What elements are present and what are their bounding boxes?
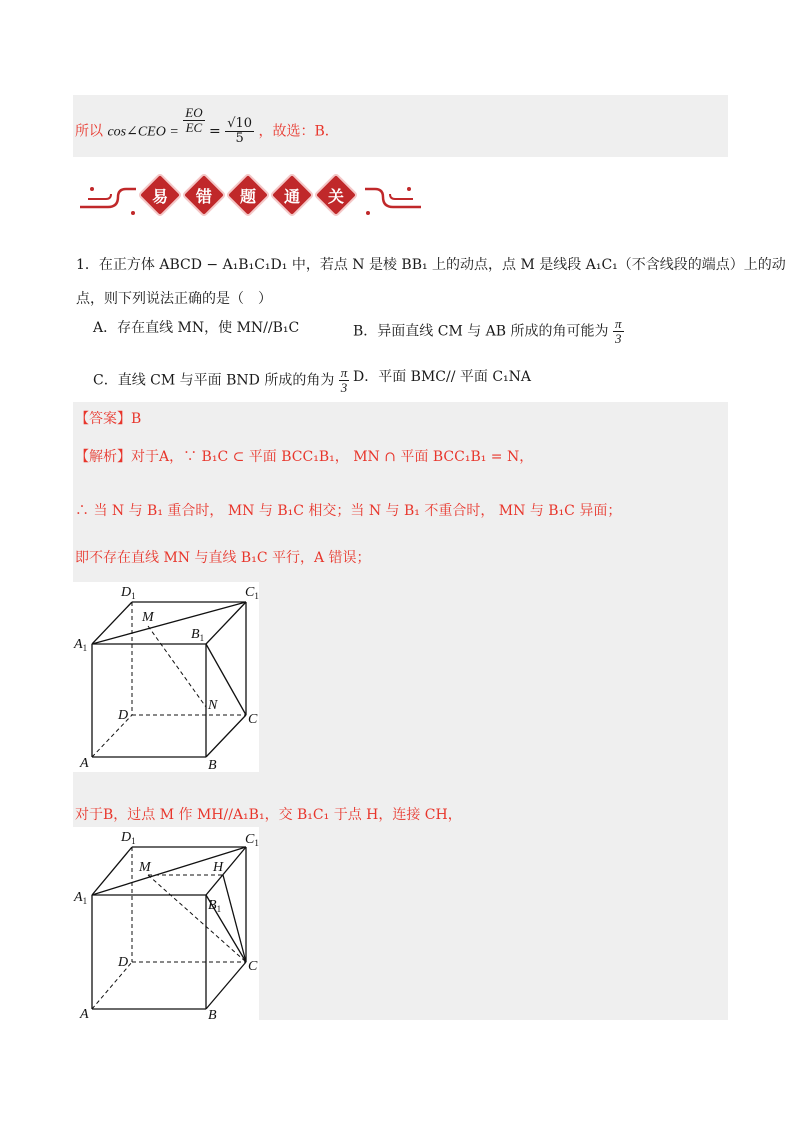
fraction-eo-ec	[183, 106, 204, 135]
option-b-text: B．异面直线 CM 与 AB 所成的角可能为	[353, 323, 609, 340]
banner-right-ornament-icon	[361, 173, 423, 217]
cube-diagram-1	[73, 582, 259, 772]
label-b1: $B_1$	[191, 627, 205, 643]
label-d1: $D_1$	[121, 830, 136, 846]
label-c1: $C_1$	[245, 585, 259, 601]
label-c: C	[248, 959, 258, 974]
fraction-denominator: 3	[340, 380, 348, 395]
conclusion-line	[75, 105, 339, 146]
label-d: D	[118, 708, 129, 723]
banner-char-1: 易	[140, 175, 180, 215]
option-c	[93, 366, 349, 395]
label-a: A	[80, 1007, 89, 1020]
cos-expression: cos∠CEO =	[107, 124, 179, 140]
option-b	[353, 317, 624, 346]
pi-over-3	[613, 317, 624, 346]
fraction-denominator: 5	[235, 131, 244, 146]
label-a: A	[80, 756, 89, 771]
conclusion-prefix: 所以	[75, 123, 103, 140]
banner-char-3: 题	[228, 175, 268, 215]
equals-sign: =	[209, 123, 221, 140]
analysis-line-1	[75, 446, 533, 466]
label-h: H	[213, 860, 224, 875]
pi-over-3	[339, 366, 350, 395]
banner-left-ornament-icon	[78, 173, 138, 217]
label-b1: $B_1$	[208, 898, 222, 914]
answer-box	[73, 402, 728, 1020]
label-d1: $D_1$	[121, 585, 136, 601]
cube-figure-2	[73, 827, 259, 1020]
analysis-label: 【解析】	[75, 449, 131, 465]
label-a1: $A_1$	[74, 890, 88, 906]
banner-char-4: 通	[272, 175, 312, 215]
section-banner	[78, 173, 423, 217]
label-a1: $A_1$	[74, 637, 88, 653]
fraction-denominator: 3	[615, 331, 622, 346]
previous-answer-box	[73, 95, 728, 157]
analysis-line-4: 对于B，过点 M 作 MH//A₁B₁，交 B₁C₁ 于点 H，连接 CH，	[75, 807, 462, 823]
analysis-text-1: 对于A，∵ B₁C ⊂ 平面 BCC₁B₁， MN ∩ 平面 BCC₁B₁ = N，	[131, 449, 534, 465]
fraction-numerator: π	[615, 316, 622, 331]
label-m: M	[139, 860, 151, 875]
banner-char-2: 错	[184, 175, 224, 215]
label-b: B	[208, 758, 217, 772]
question-line-2: 点，则下列说法正确的是（ ）	[76, 291, 272, 307]
analysis-line-2: ∴ 当 N 与 B₁ 重合时， MN 与 B₁C 相交；当 N 与 B₁ 不重合时， MN 与 B₁C 异面；	[75, 503, 622, 519]
label-n: N	[208, 698, 218, 713]
label-d: D	[118, 955, 129, 970]
question-line-1: 1．在正方体 ABCD − A₁B₁C₁D₁ 中，若点 N 是棱 BB₁ 上的动点，点 M 是线段 A₁C₁（不含线段的端点）上的动	[76, 257, 786, 273]
label-c1: $C_1$	[245, 832, 259, 848]
fraction-denominator: EC	[185, 120, 203, 135]
label-m: M	[142, 610, 154, 625]
analysis-line-3: 即不存在直线 MN 与直线 B₁C 平行，A 错误；	[75, 550, 371, 566]
cube-diagram-2	[73, 827, 259, 1020]
answer-label: 【答案】B	[75, 411, 142, 427]
fraction-numerator: π	[340, 365, 348, 380]
fraction-numerator: √10	[227, 116, 253, 131]
label-c: C	[248, 712, 258, 727]
option-d: D．平面 BMC// 平面 C₁NA	[353, 369, 532, 385]
option-c-text: C．直线 CM 与平面 BND 所成的角为	[93, 372, 335, 389]
fraction-sqrt10-5	[225, 117, 254, 146]
cube-figure-1	[73, 582, 259, 772]
label-b: B	[208, 1008, 217, 1020]
option-a: A．存在直线 MN，使 MN//B₁C	[93, 320, 300, 336]
conclusion-suffix: ，故选：B．	[258, 123, 339, 140]
fraction-numerator: EO	[185, 105, 203, 120]
banner-char-5: 关	[316, 175, 356, 215]
